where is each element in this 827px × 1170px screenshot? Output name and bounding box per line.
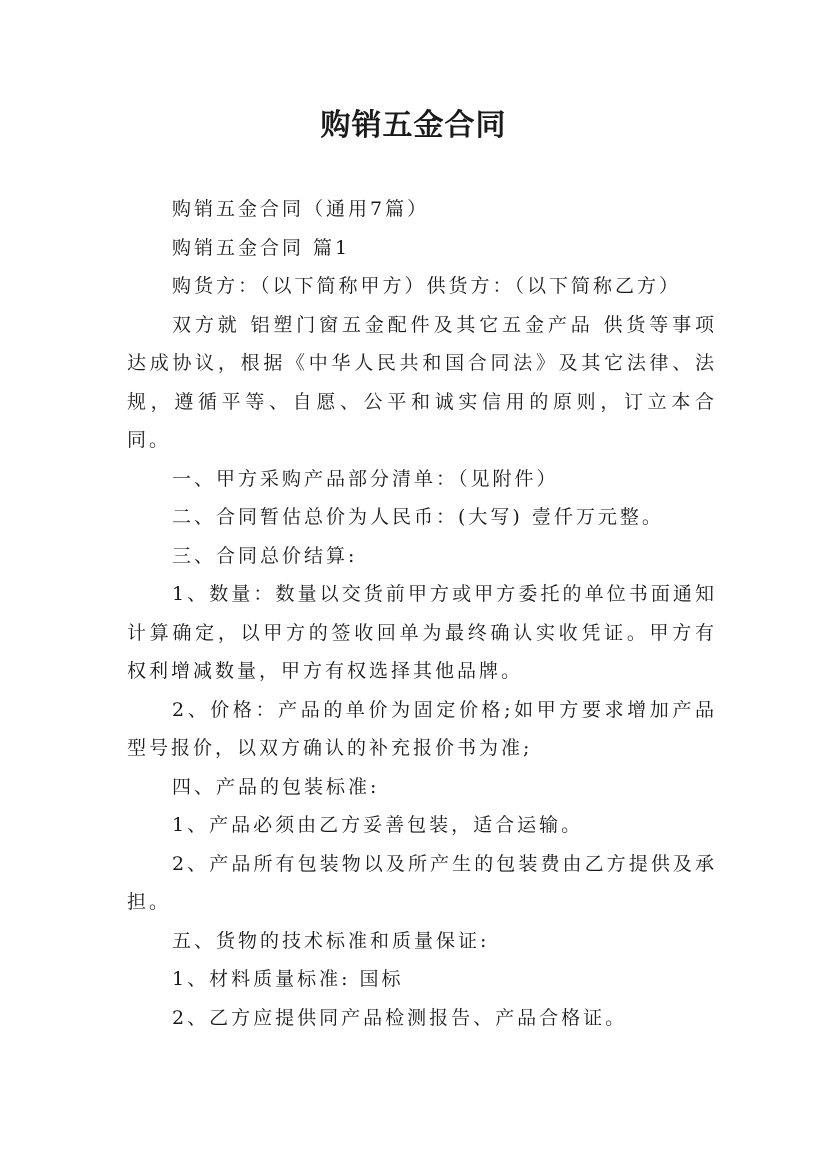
paragraph-clause-5: 五、货物的技术标准和质量保证: bbox=[172, 929, 490, 952]
paragraph-clause-5-2: 2、乙方应提供同产品检测报告、产品合格证。 bbox=[172, 1006, 628, 1029]
paragraph-clause-1: 一、甲方采购产品部分清单：（见附件） bbox=[172, 467, 559, 490]
paragraph-clause-4-1: 1、产品必须由乙方妥善包装，适合运输。 bbox=[172, 814, 584, 836]
paragraph-clause-3-2: 2、价格：产品的单价为固定价格;如甲方要求增加产品型号报价，以双方确认的补充报价书为准; bbox=[127, 698, 717, 759]
document-title: 购销五金合同 bbox=[320, 108, 507, 143]
paragraph-clause-5-1: 1、材料质量标准: 国标 bbox=[172, 968, 404, 990]
paragraph-parties: 购货方：（以下简称甲方）供货方：（以下简称乙方） bbox=[172, 275, 682, 297]
paragraph-clause-2: 二、合同暂估总价为人民币：(大写) 壹仟万元整。 bbox=[172, 506, 664, 528]
paragraph-section-heading: 购销五金合同 篇1 bbox=[172, 236, 351, 259]
paragraph-clause-3-1: 1、数量：数量以交货前甲方或甲方委托的单位书面通知计算确定，以甲方的签收回单为最终确认实收凭证。甲方有权利增减数量，甲方有权选择其他品牌。 bbox=[127, 583, 717, 682]
paragraph-subtitle: 购销五金合同（通用7篇） bbox=[172, 198, 430, 220]
paragraph-clause-4: 四、产品的包装标准: bbox=[172, 775, 380, 798]
document-body bbox=[127, 190, 717, 1037]
paragraph-agreement-intro: 双方就 铝塑门窗五金配件及其它五金产品 供货等事项达成协议，根据《中华人民共和国合同法》及其它法律、法规，遵循平等、自愿、公平和诚实信用的原则，订立本合同。 bbox=[127, 313, 717, 451]
paragraph-clause-3: 三、合同总价结算: bbox=[172, 544, 358, 567]
paragraph-clause-4-2: 2、产品所有包装物以及所产生的包装费由乙方提供及承担。 bbox=[127, 852, 717, 913]
